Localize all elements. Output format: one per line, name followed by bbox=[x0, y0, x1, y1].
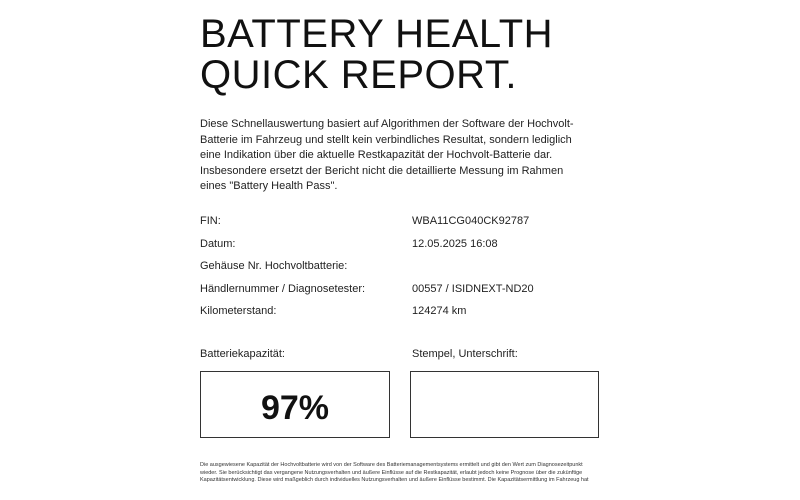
report-title-line-2: QUICK REPORT. bbox=[200, 53, 517, 97]
dealer-tester-value: 00557 / ISIDNEXT-ND20 bbox=[412, 282, 534, 295]
stamp-signature-box bbox=[410, 371, 599, 438]
field-label: FIN: bbox=[200, 215, 221, 227]
vehicle-details bbox=[200, 213, 600, 326]
mileage-value: 124274 km bbox=[412, 305, 467, 317]
field-row-fin bbox=[200, 213, 600, 236]
field-row-datum bbox=[200, 236, 600, 259]
report-title bbox=[200, 14, 553, 96]
date-value: 12.05.2025 16:08 bbox=[412, 237, 498, 250]
stamp-label: Stempel, Unterschrift: bbox=[412, 348, 518, 360]
report-title-line-1: BATTERY HEALTH bbox=[200, 12, 554, 56]
capacity-label: Batteriekapazität: bbox=[200, 348, 285, 360]
field-label: Datum: bbox=[200, 237, 236, 250]
field-row-dealer bbox=[200, 281, 600, 304]
capacity-value: 97% bbox=[260, 389, 330, 427]
footnote-disclaimer: Die ausgewiesene Kapazität der Hochvoltbatterie wird von der Software des Batteriemanagementsystems ermittelt und gibt den Wert zum Diagnosezeitpunkt wieder. Sie berücksichtigt das vergangene Nutzungsverhalten und äußere Einflüsse auf die Restkapazität, erlaubt jedoch keine Prognose über die zukünftige Kapazitätsentwicklung. Diese wird maßgeblich durch individuelles Nutzungsverhalten und äußere Einflüsse bestimmt. Die Kapazitätsermittlung im Fahrzeug hat bbox=[200, 462, 589, 483]
fin-value: WBA11CG040CK92787 bbox=[412, 215, 530, 227]
field-label: Gehäuse Nr. Hochvoltbatterie: bbox=[200, 260, 348, 272]
field-row-battery-housing bbox=[200, 258, 600, 281]
intro-paragraph: Diese Schnellauswertung basiert auf Algorithmen der Software der Hochvolt-Batterie im Fahrzeug und stellt kein verbindliches Resultat, sondern lediglich eine Indikation über die aktuelle Restkapazität der Hochvolt-Batterie dar. Insbesondere ersetzt der Bericht nicht die detaillierte Messung im Rahmen eines "Battery Health Pass". bbox=[200, 118, 574, 192]
field-row-mileage bbox=[200, 303, 600, 326]
field-label: Kilometerstand: bbox=[200, 305, 277, 317]
capacity-box bbox=[200, 371, 390, 438]
field-label: Händlernummer / Diagnosetester: bbox=[200, 282, 366, 295]
